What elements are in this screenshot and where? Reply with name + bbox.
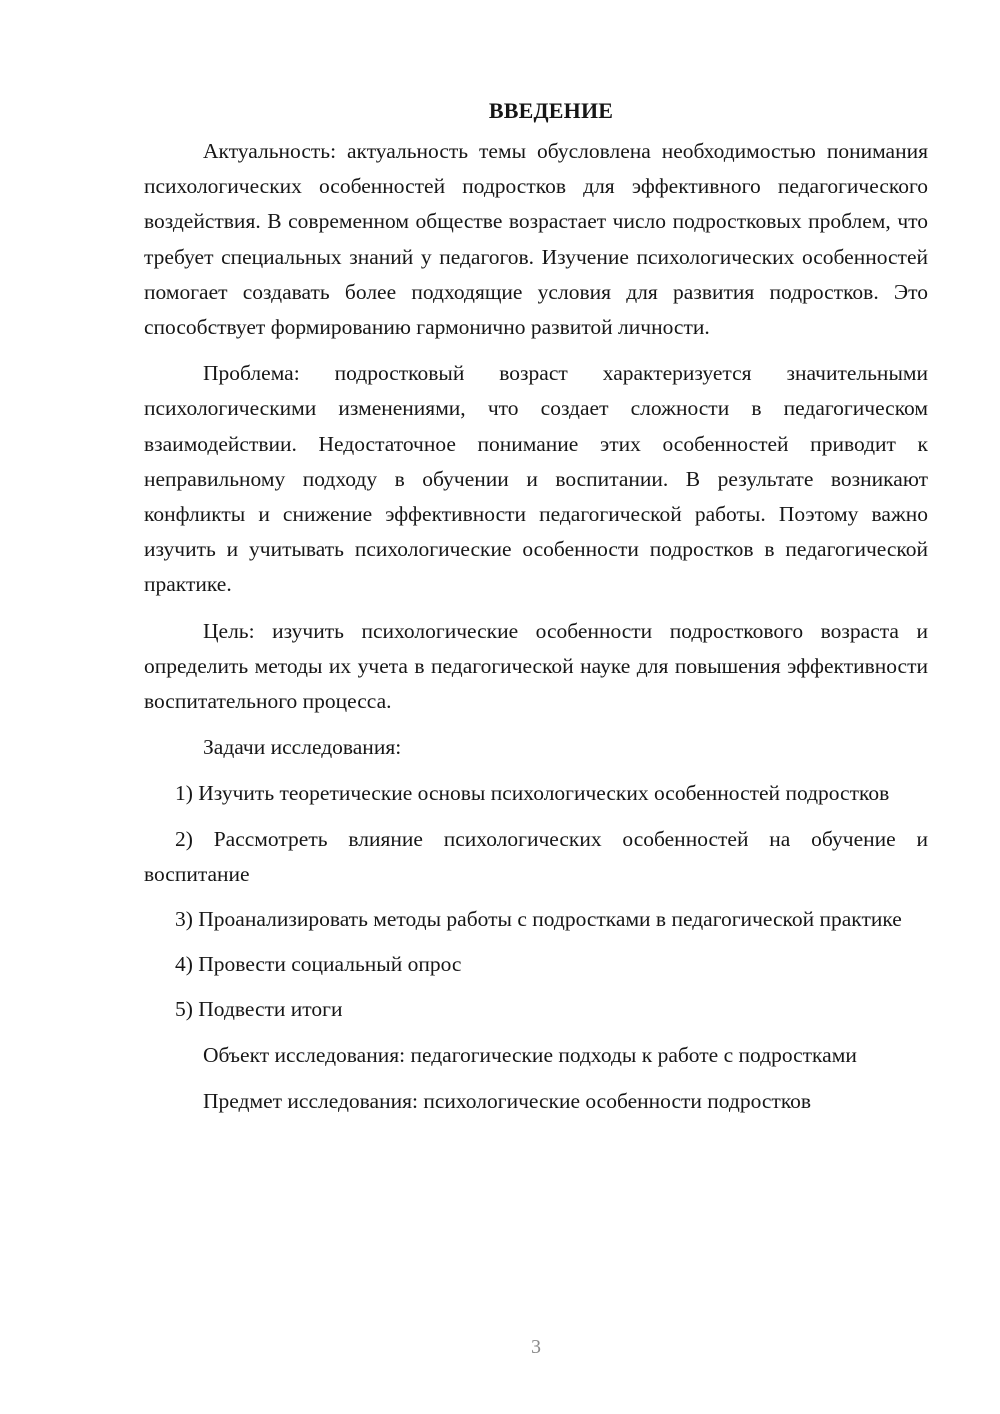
- object-paragraph: Объект исследования: педагогические подходы к работе с подростками: [203, 1042, 857, 1067]
- relevance-paragraph: Актуальность: актуальность темы обусловлена необходимостью понимания психологических особенностей подростков для эффективного педагогического воздействия. В современном обществе возрастает число подростковых проблем, что требует специальных знаний у педагогов. Изучение психологических особенностей помогает создавать более подходящие условия для развития подростков. Это способствует формированию гармонично развитой личности.: [144, 139, 928, 340]
- subject-paragraph: Предмет исследования: психологические особенности подростков: [203, 1088, 812, 1113]
- goal-paragraph: Цель: изучить психологические особенности подросткового возраста и определить методы их учета в педагогической науке для повышения эффективности воспитательного процесса.: [144, 618, 928, 714]
- task-item: 1) Изучить теоретические основы психологических особенностей подростков: [175, 781, 890, 806]
- problem-paragraph: Проблема: подростковый возраст характеризуется значительными психологическими изменениями, что создает сложности в педагогическом взаимодействии. Недостаточное понимание этих особенностей приводит к неправильному подходу в обучении и воспитании. В результате возникают конфликты и снижение эффективности педагогической работы. Поэтому важно изучить и учитывать психологические особенности подростков в педагогической практике.: [144, 361, 928, 597]
- task-item: 5) Подвести итоги: [175, 997, 343, 1022]
- page-content: [144, 94, 928, 1130]
- page-title: ВВЕДЕНИЕ: [488, 98, 614, 123]
- task-item: 3) Проанализировать методы работы с подростками в педагогической практике: [175, 907, 902, 932]
- task-item: 2) Рассмотреть влияние психологических особенностей на обучение и воспитание: [144, 826, 928, 886]
- page-number: 3: [531, 1336, 541, 1358]
- task-item: 4) Провести социальный опрос: [175, 952, 462, 977]
- tasks-heading: Задачи исследования:: [203, 735, 402, 760]
